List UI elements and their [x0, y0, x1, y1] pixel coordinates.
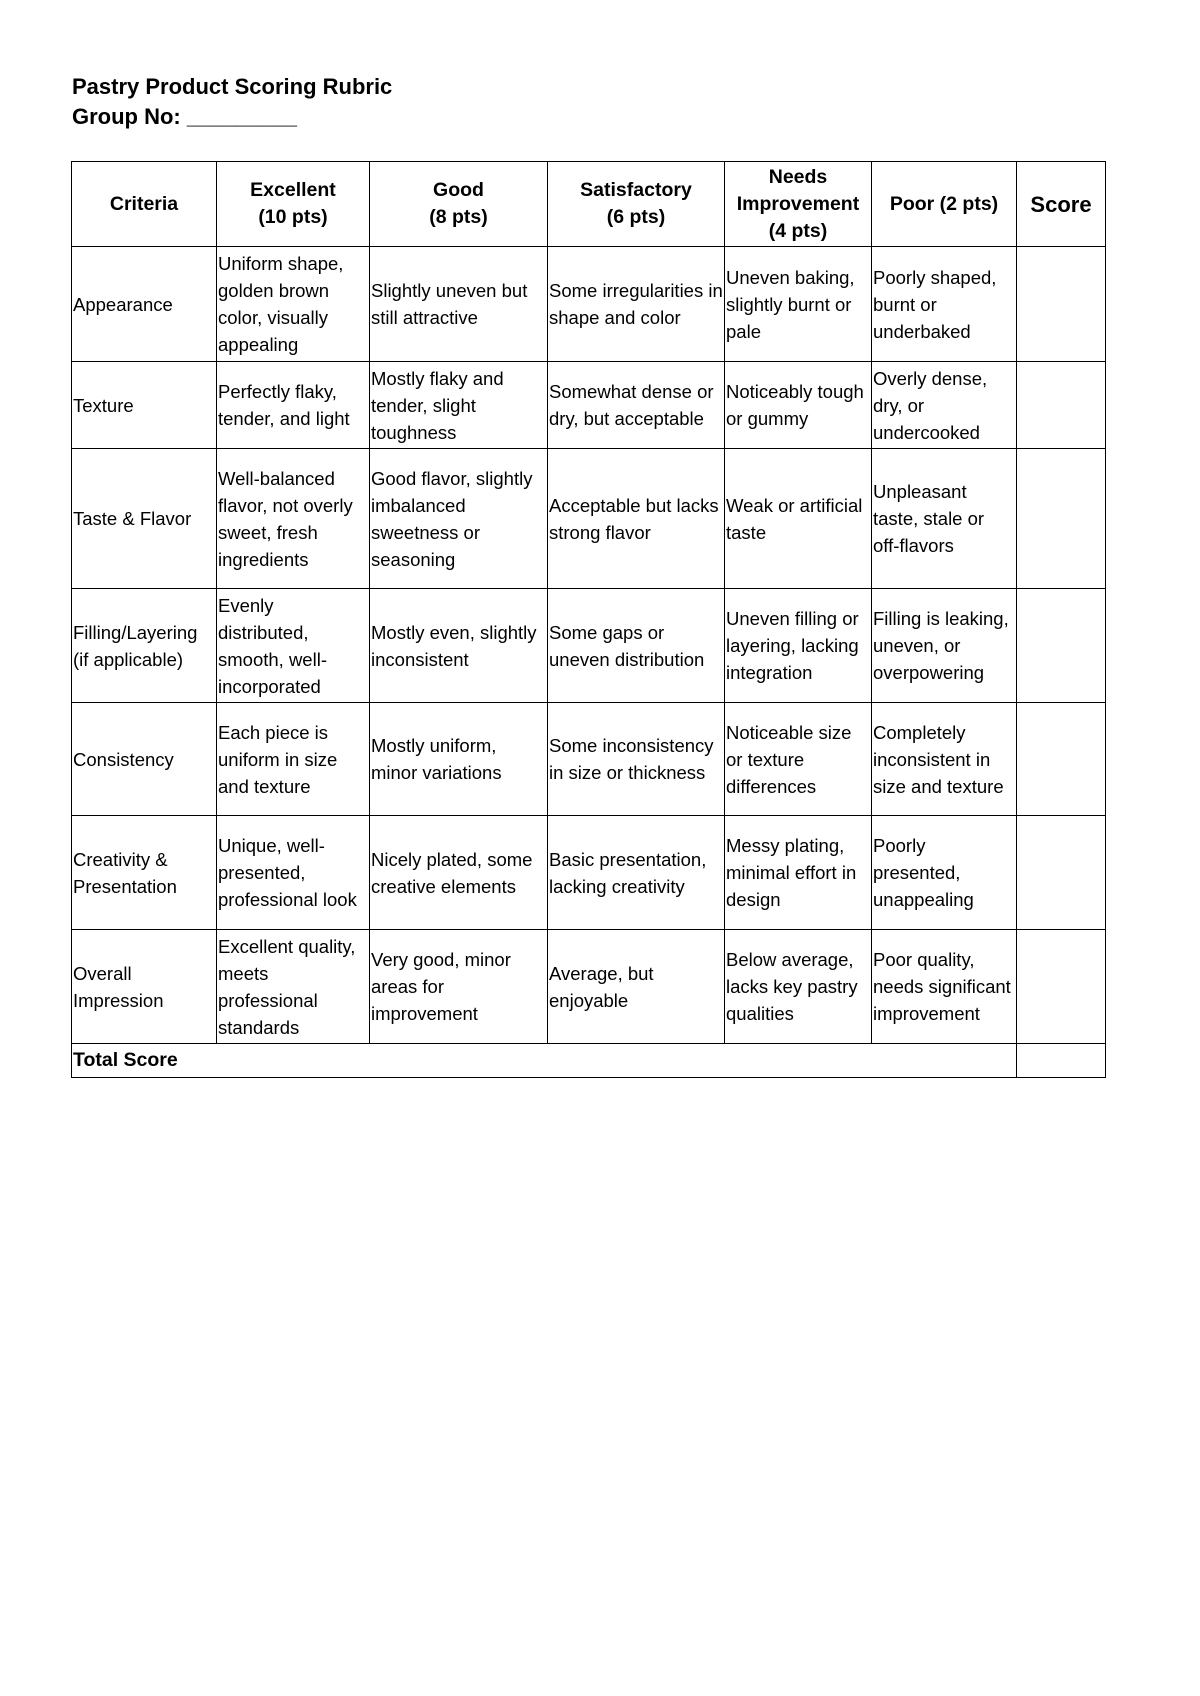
scoring-rubric-table — [71, 161, 1106, 1078]
score-cell[interactable] — [1017, 449, 1106, 589]
score-cell[interactable] — [1017, 589, 1106, 703]
satisfactory-cell: Some irregularities in shape and color — [548, 247, 725, 362]
table-row-overall-impression — [72, 930, 1106, 1044]
needs-improvement-cell: Noticeably tough or gummy — [725, 362, 872, 449]
score-cell[interactable] — [1017, 247, 1106, 362]
good-cell: Very good, minor areas for improvement — [370, 930, 548, 1044]
needs-improvement-cell: Messy plating, minimal effort in design — [725, 816, 872, 930]
column-header-score: Score — [1017, 162, 1106, 247]
satisfactory-cell: Acceptable but lacks strong flavor — [548, 449, 725, 589]
poor-cell: Poorly presented, unappealing — [872, 816, 1017, 930]
satisfactory-cell: Somewhat dense or dry, but acceptable — [548, 362, 725, 449]
excellent-cell: Perfectly flaky, tender, and light — [217, 362, 370, 449]
criteria-cell: Texture — [72, 362, 217, 449]
poor-cell: Filling is leaking, uneven, or overpowering — [872, 589, 1017, 703]
total-score-row — [72, 1044, 1106, 1078]
score-cell[interactable] — [1017, 816, 1106, 930]
column-header-criteria: Criteria — [72, 162, 217, 247]
table-row-consistency — [72, 703, 1106, 816]
table-header-row — [72, 162, 1106, 247]
good-cell: Mostly even, slightly inconsistent — [370, 589, 548, 703]
needs-improvement-cell: Uneven filling or layering, lacking integration — [725, 589, 872, 703]
poor-cell: Overly dense, dry, or undercooked — [872, 362, 1017, 449]
good-cell: Nicely plated, some creative elements — [370, 816, 548, 930]
column-header-poor: Poor (2 pts) — [872, 162, 1017, 247]
criteria-cell: Appearance — [72, 247, 217, 362]
excellent-cell: Evenly distributed, smooth, well-incorporated — [217, 589, 370, 703]
good-cell: Slightly uneven but still attractive — [370, 247, 548, 362]
table-row-texture — [72, 362, 1106, 449]
excellent-cell: Each piece is uniform in size and texture — [217, 703, 370, 816]
needs-improvement-cell: Weak or artificial taste — [725, 449, 872, 589]
column-header-good: Good (8 pts) — [370, 162, 548, 247]
excellent-cell: Excellent quality, meets professional standards — [217, 930, 370, 1044]
satisfactory-cell: Some gaps or uneven distribution — [548, 589, 725, 703]
poor-cell: Completely inconsistent in size and texture — [872, 703, 1017, 816]
poor-cell: Unpleasant taste, stale or off-flavors — [872, 449, 1017, 589]
excellent-cell: Well-balanced flavor, not overly sweet, fresh ingredients — [217, 449, 370, 589]
table-row-filling-layering — [72, 589, 1106, 703]
needs-improvement-cell: Uneven baking, slightly burnt or pale — [725, 247, 872, 362]
total-score-cell[interactable] — [1017, 1044, 1106, 1078]
table-row-appearance — [72, 247, 1106, 362]
poor-cell: Poor quality, needs significant improvement — [872, 930, 1017, 1044]
document-header — [72, 72, 392, 132]
good-cell: Mostly flaky and tender, slight toughness — [370, 362, 548, 449]
criteria-cell: Creativity & Presentation — [72, 816, 217, 930]
page-title: Pastry Product Scoring Rubric — [72, 74, 393, 99]
criteria-cell: Filling/Layering (if applicable) — [72, 589, 217, 703]
poor-cell: Poorly shaped, burnt or underbaked — [872, 247, 1017, 362]
score-cell[interactable] — [1017, 703, 1106, 816]
needs-improvement-cell: Noticeable size or texture differences — [725, 703, 872, 816]
needs-improvement-cell: Below average, lacks key pastry qualities — [725, 930, 872, 1044]
criteria-cell: Taste & Flavor — [72, 449, 217, 589]
satisfactory-cell: Basic presentation, lacking creativity — [548, 816, 725, 930]
total-score-label: Total Score — [72, 1044, 1017, 1078]
excellent-cell: Uniform shape, golden brown color, visually appealing — [217, 247, 370, 362]
group-number-line: Group No: _________ — [72, 104, 297, 129]
satisfactory-cell: Average, but enjoyable — [548, 930, 725, 1044]
good-cell: Good flavor, slightly imbalanced sweetness or seasoning — [370, 449, 548, 589]
table-row-taste-flavor — [72, 449, 1106, 589]
excellent-cell: Unique, well-presented, professional look — [217, 816, 370, 930]
column-header-excellent: Excellent (10 pts) — [217, 162, 370, 247]
criteria-cell: Consistency — [72, 703, 217, 816]
table-row-creativity-presentation — [72, 816, 1106, 930]
column-header-satisfactory: Satisfactory (6 pts) — [548, 162, 725, 247]
criteria-cell: Overall Impression — [72, 930, 217, 1044]
score-cell[interactable] — [1017, 362, 1106, 449]
satisfactory-cell: Some inconsistency in size or thickness — [548, 703, 725, 816]
column-header-needs-improvement: Needs Improvement (4 pts) — [725, 162, 872, 247]
score-cell[interactable] — [1017, 930, 1106, 1044]
good-cell: Mostly uniform, minor variations — [370, 703, 548, 816]
